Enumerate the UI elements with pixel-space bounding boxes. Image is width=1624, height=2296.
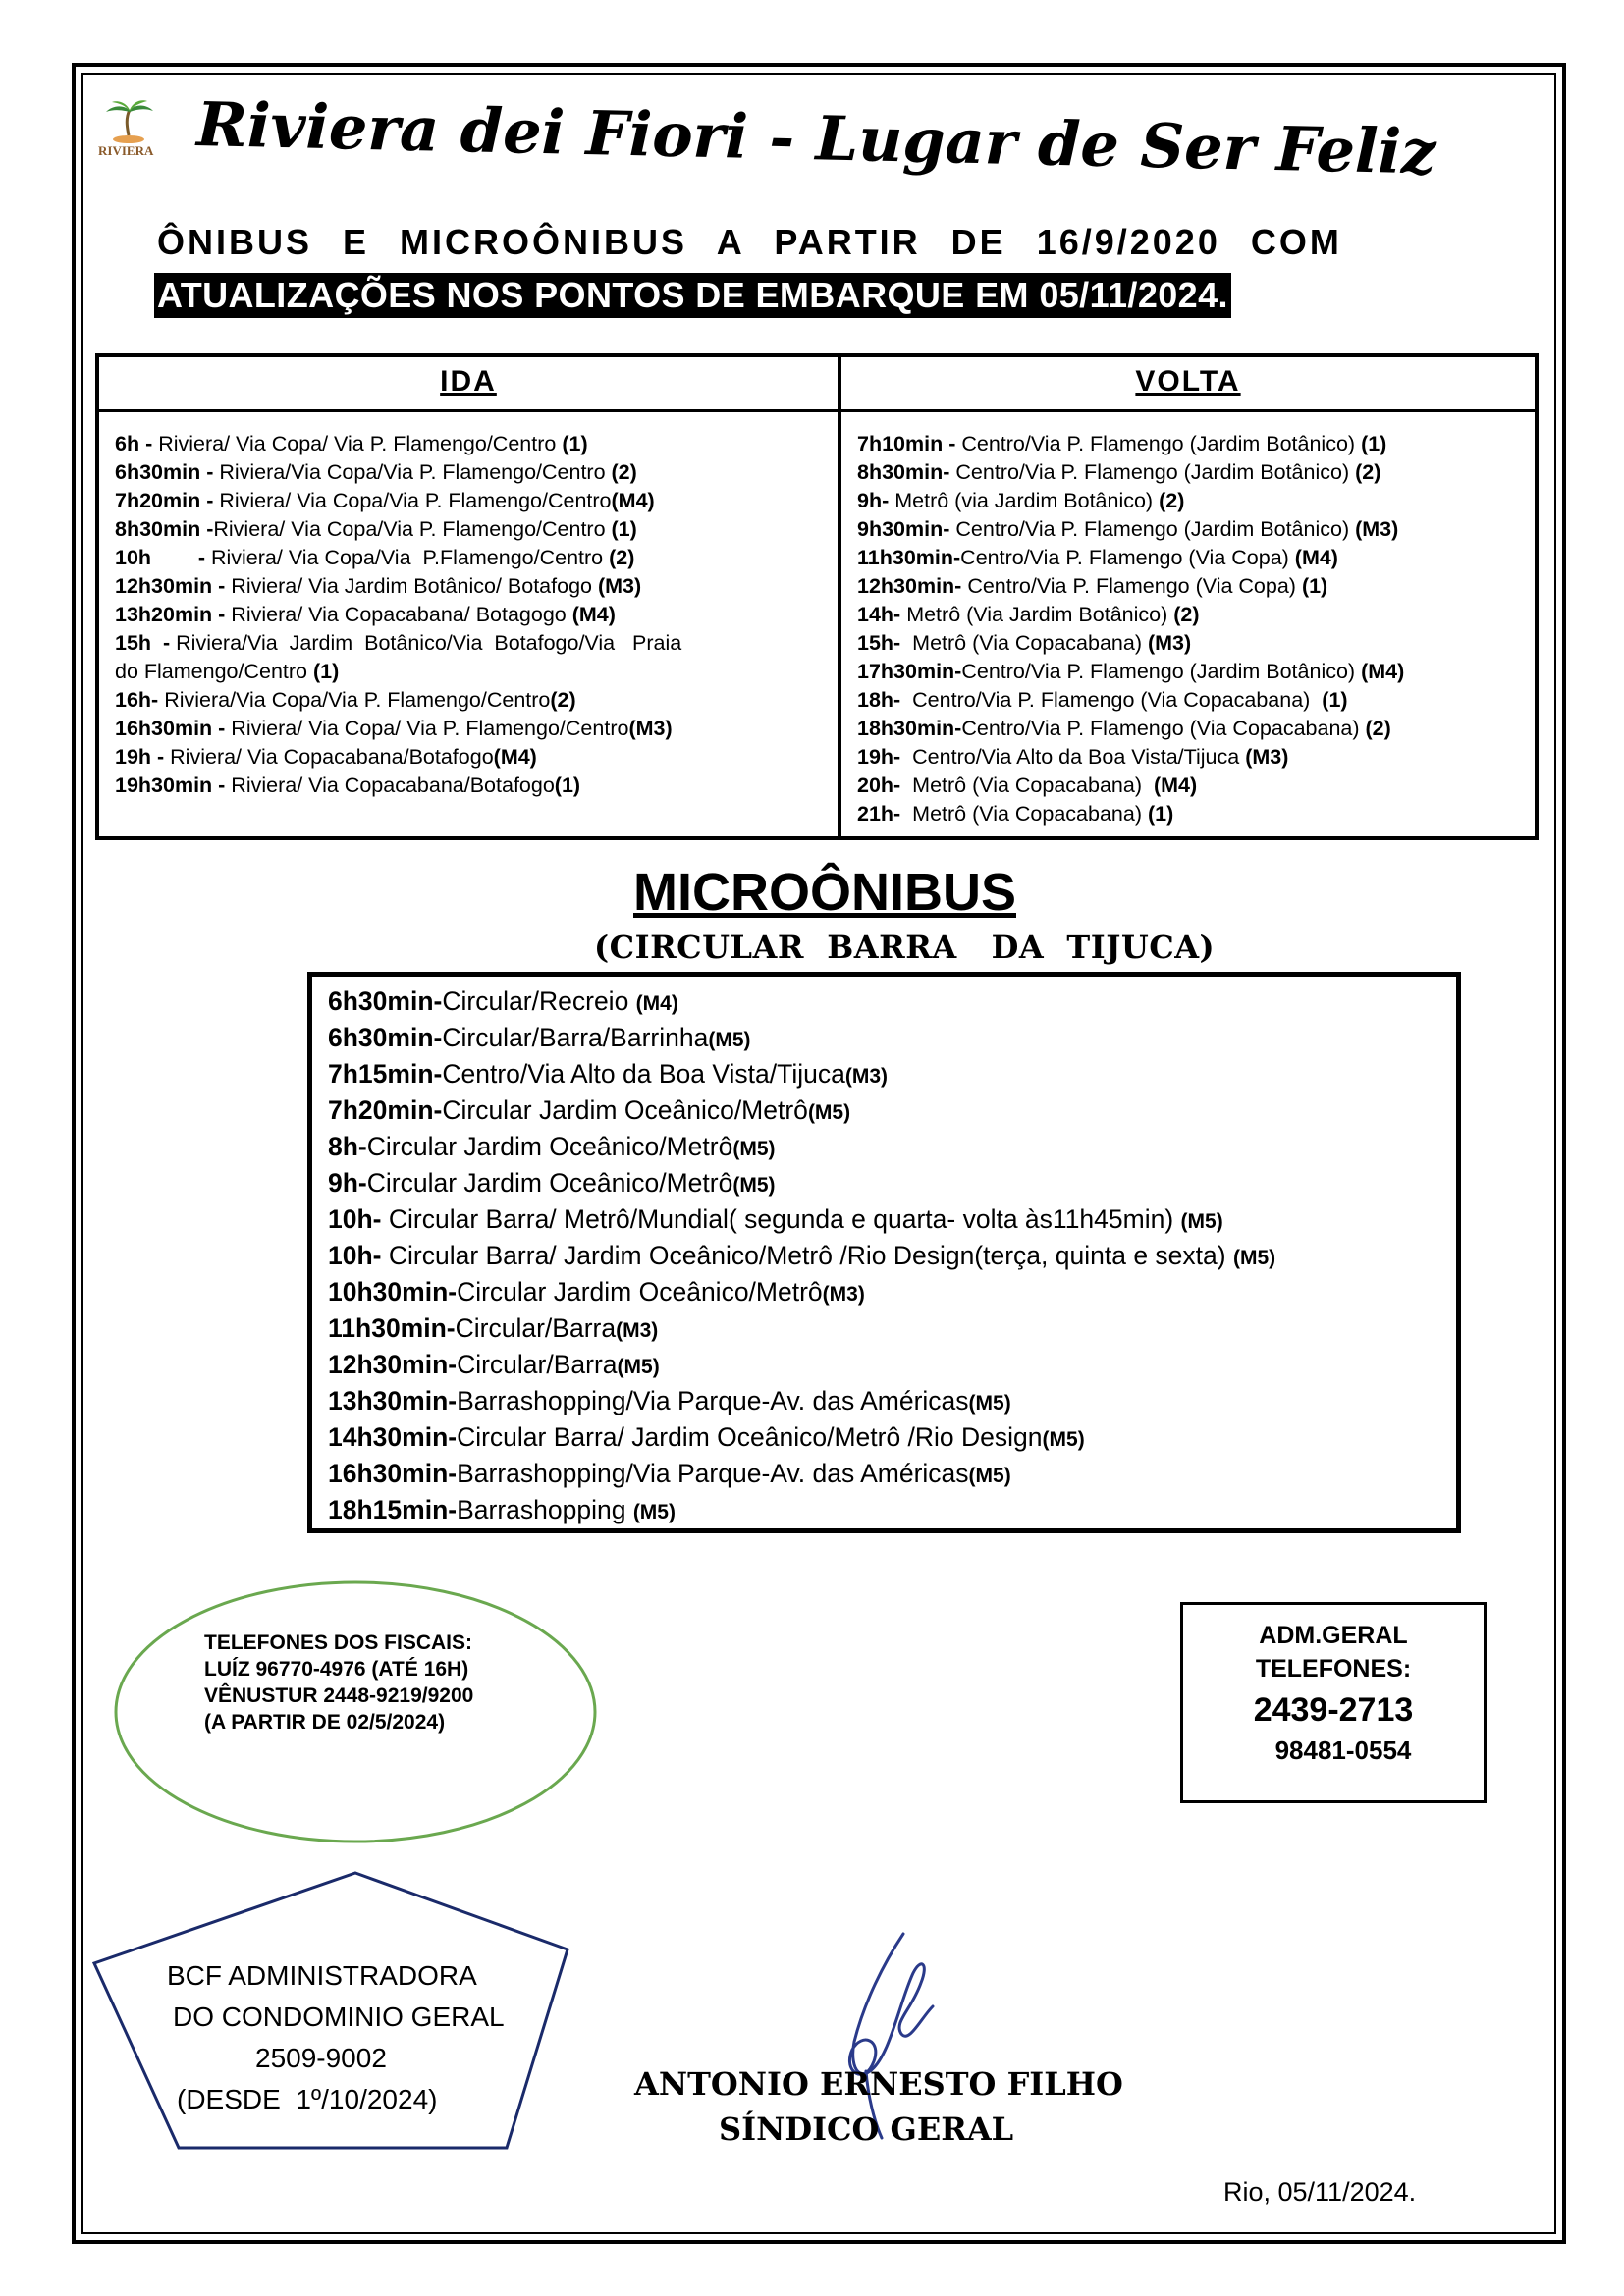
adm-heading <box>1183 1619 1484 1685</box>
list-item: 9h-Circular Jardim Oceânico/Metrô(M5) <box>328 1168 776 1198</box>
list-item: 7h20min-Circular Jardim Oceânico/Metrô(M5) <box>328 1095 851 1125</box>
column-divider <box>838 357 841 836</box>
list-item: 6h30min-Circular/Barra/Barrinha(M5) <box>328 1023 751 1052</box>
svg-text:RIVIERA: RIVIERA <box>98 143 154 158</box>
list-item: 18h30min-Centro/Via P. Flamengo (Via Copacabana) (2) <box>857 717 1391 740</box>
fiscais-venustur: VÊNUSTUR 2448-9219/9200 <box>204 1684 474 1707</box>
microonibus-schedule-box <box>307 972 1461 1533</box>
fiscais-heading: TELEFONES DOS FISCAIS: <box>204 1631 473 1654</box>
list-item: 19h30min - Riviera/ Via Copacabana/Botafogo(1) <box>115 774 581 797</box>
list-item: do Flamengo/Centro (1) <box>115 660 340 683</box>
list-item: 14h- Metrô (Via Jardim Botânico) (2) <box>857 603 1200 626</box>
list-item: 12h30min- Centro/Via P. Flamengo (Via Copa) (1) <box>857 574 1328 598</box>
list-item: 8h-Circular Jardim Oceânico/Metrô(M5) <box>328 1132 776 1161</box>
list-item: 10h- Circular Barra/ Jardim Oceânico/Metrô /Rio Design(terça, quinta e sexta) (M5) <box>328 1241 1276 1270</box>
list-item: 10h - Riviera/ Via Copa/Via P.Flamengo/Centro (2) <box>115 546 635 569</box>
bcf-subtitle: DO CONDOMINIO GERAL <box>173 2002 505 2032</box>
list-item: 12h30min-Circular/Barra(M5) <box>328 1350 660 1379</box>
list-item: 6h30min-Circular/Recreio (M4) <box>328 987 678 1016</box>
signer-name: ANTONIO ERNESTO FILHO <box>634 2065 1123 2103</box>
list-item: 17h30min-Centro/Via P. Flamengo (Jardim Botânico) (M4) <box>857 660 1405 683</box>
list-item: 16h30min-Barrashopping/Via Parque-Av. das Américas(M5) <box>328 1459 1011 1488</box>
list-item: 6h - Riviera/ Via Copa/ Via P. Flamengo/Centro (1) <box>115 432 588 455</box>
list-item: 7h10min - Centro/Via P. Flamengo (Jardim Botânico) (1) <box>857 432 1387 455</box>
list-item: 20h- Metrô (Via Copacabana) (M4) <box>857 774 1198 797</box>
list-item: 8h30min- Centro/Via P. Flamengo (Jardim Botânico) (2) <box>857 460 1381 484</box>
list-item: 18h- Centro/Via P. Flamengo (Via Copacabana) (1) <box>857 688 1348 712</box>
ida-heading: IDA <box>440 365 497 398</box>
list-item: 16h30min - Riviera/ Via Copa/ Via P. Flamengo/Centro(M3) <box>115 717 673 740</box>
list-item: 21h- Metrô (Via Copacabana) (1) <box>857 802 1174 826</box>
fiscais-since: (A PARTIR DE 02/5/2024) <box>204 1711 446 1734</box>
list-item: 7h20min - Riviera/ Via Copa/Via P. Flamengo/Centro(M4) <box>115 489 655 512</box>
microonibus-list <box>328 985 1275 1529</box>
place-date: Rio, 05/11/2024. <box>1223 2177 1417 2207</box>
bcf-since: (DESDE 1º/10/2024) <box>177 2084 438 2114</box>
list-item: 8h30min -Riviera/ Via Copa/Via P. Flamengo/Centro (1) <box>115 517 637 541</box>
adm-phones-label: TELEFONES: <box>1255 1655 1412 1682</box>
bcf-info <box>147 1955 505 2120</box>
bcf-phone: 2509-9002 <box>255 2043 387 2073</box>
list-item: 14h30min-Circular Barra/ Jardim Oceânico/Metrô /Rio Design(M5) <box>328 1422 1085 1452</box>
bcf-name: BCF ADMINISTRADORA <box>167 1960 477 1991</box>
volta-heading: VOLTA <box>1135 365 1241 398</box>
page-title: Riviera dei Fiori - Lugar de Ser Feliz <box>195 88 1437 188</box>
list-item: 9h30min- Centro/Via P. Flamengo (Jardim Botânico) (M3) <box>857 517 1399 541</box>
list-item: 19h - Riviera/ Via Copacabana/Botafogo(M4) <box>115 745 537 769</box>
list-item: 15h - Riviera/Via Jardim Botânico/Via Botafogo/Via Praia <box>115 631 682 655</box>
adm-phone-2: 98481-0554 <box>1274 1735 1412 1765</box>
volta-list <box>857 430 1404 828</box>
list-item: 15h- Metrô (Via Copacabana) (M3) <box>857 631 1192 655</box>
adm-geral-box <box>1180 1602 1487 1803</box>
list-item: 6h30min - Riviera/Via Copa/Via P. Flamengo/Centro (2) <box>115 460 637 484</box>
microonibus-title: MICROÔNIBUS <box>633 863 1016 922</box>
riviera-palm-logo-icon <box>96 98 161 163</box>
subtitle-line-1: ÔNIBUS E MICROÔNIBUS A PARTIR DE 16/9/2020 COM <box>157 222 1342 262</box>
list-item: 13h30min-Barrashopping/Via Parque-Av. das Américas(M5) <box>328 1386 1011 1415</box>
fiscais-luiz: LUÍZ 96770-4976 (ATÉ 16H) <box>204 1658 469 1681</box>
adm-phone-1: 2439-2713 <box>1253 1691 1414 1729</box>
list-item: 19h- Centro/Via Alto da Boa Vista/Tijuca (M3) <box>857 745 1289 769</box>
list-item: 18h15min-Barrashopping (M5) <box>328 1495 676 1524</box>
list-item: 13h20min - Riviera/ Via Copacabana/ Botagogo (M4) <box>115 603 616 626</box>
bus-schedule-table <box>95 353 1539 840</box>
list-item: 11h30min-Circular/Barra(M3) <box>328 1313 659 1343</box>
list-item: 10h30min-Circular Jardim Oceânico/Metrô(M3) <box>328 1277 865 1307</box>
list-item: 16h- Riviera/Via Copa/Via P. Flamengo/Centro(2) <box>115 688 576 712</box>
microonibus-subtitle: (CIRCULAR BARRA DA TIJUCA) <box>594 929 1216 966</box>
fiscais-phones <box>204 1629 473 1735</box>
handwritten-signature-icon <box>805 1924 962 2140</box>
list-item: 7h15min-Centro/Via Alto da Boa Vista/Tijuca(M3) <box>328 1059 889 1089</box>
list-item: 11h30min-Centro/Via P. Flamengo (Via Copa) (M4) <box>857 546 1338 569</box>
subtitle-line-2: ATUALIZAÇÕES NOS PONTOS DE EMBARQUE EM 05/11/2024. <box>154 273 1231 318</box>
signer-role: SÍNDICO GERAL <box>719 2110 1014 2148</box>
header-rule <box>99 409 1535 412</box>
list-item: 9h- Metrô (via Jardim Botânico) (2) <box>857 489 1185 512</box>
ida-list <box>115 430 681 800</box>
adm-title: ADM.GERAL <box>1259 1622 1408 1649</box>
list-item: 12h30min - Riviera/ Via Jardim Botânico/ Botafogo (M3) <box>115 574 642 598</box>
list-item: 10h- Circular Barra/ Metrô/Mundial( segunda e quarta- volta às11h45min) (M5) <box>328 1204 1223 1234</box>
